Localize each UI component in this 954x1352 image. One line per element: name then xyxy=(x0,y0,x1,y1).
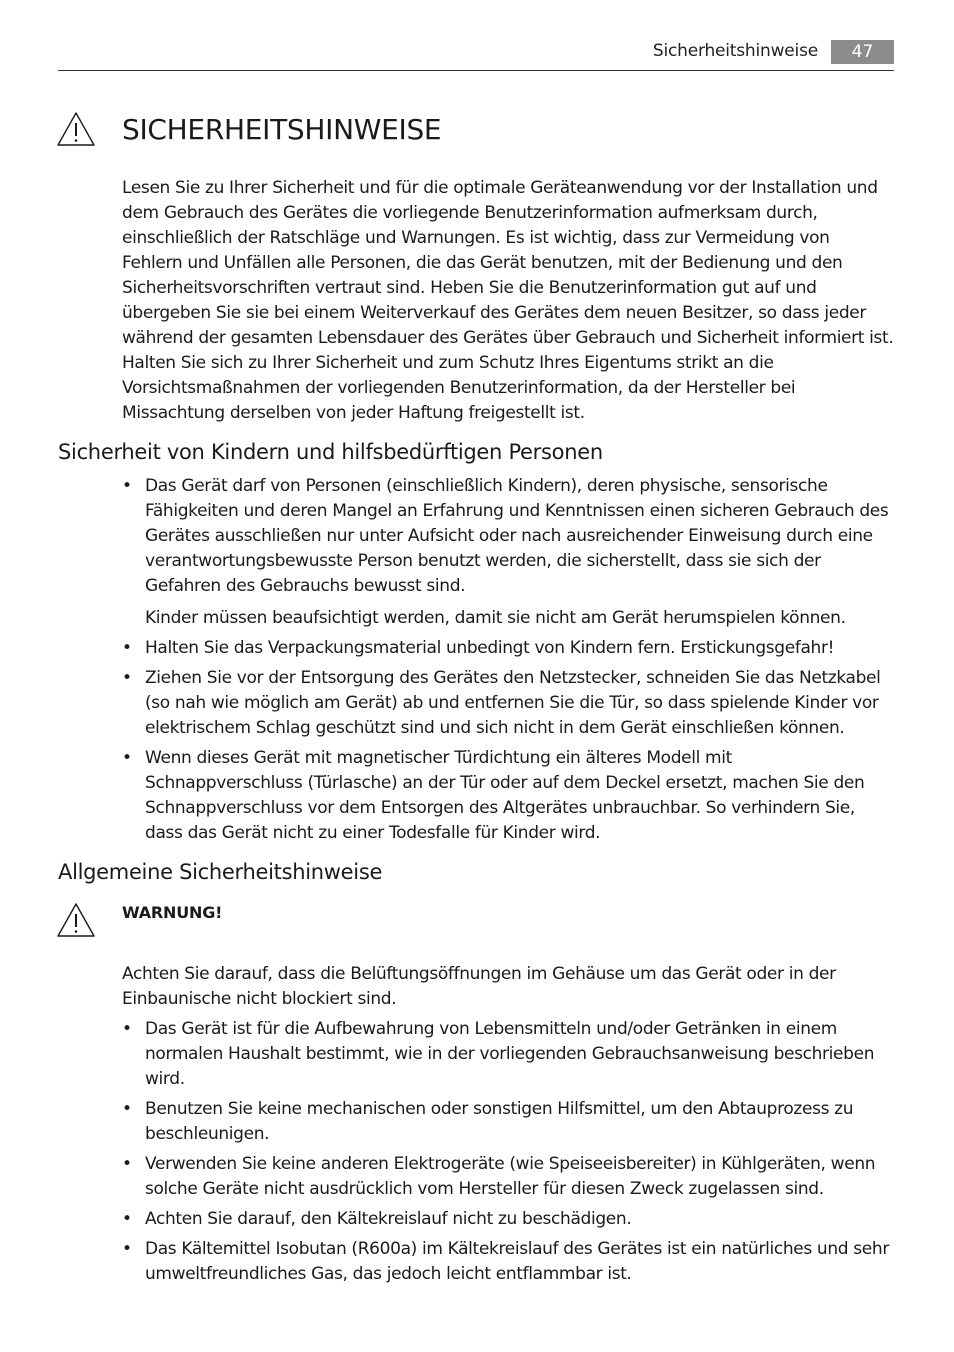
children-safety-list-cont xyxy=(122,666,894,741)
list-item-text: • Ziehen Sie vor der Entsorgung des Gerätes den Netzstecker, schneiden Sie das Netzkabel (so nah wie möglich am Gerät) ab und entfernen Sie die Tür, so dass spielende Kinder vor elektrischem Schlag geschützt sind und sich nicht in dem Gerät einschließen können. xyxy=(145,668,881,738)
list-item xyxy=(122,746,894,846)
list-item xyxy=(122,636,894,661)
list-item-text: • Verwenden Sie keine anderen Elektrogeräte (wie Speiseeisbereiter) in Kühlgeräten, wenn solche Geräte nicht ausdrücklich vom Hersteller für diesen Zweck zugelassen sind. xyxy=(145,1154,876,1199)
header-section-title: Sicherheitshinweise xyxy=(652,41,818,61)
intro-text xyxy=(122,176,894,426)
warning-triangle-icon xyxy=(56,111,96,147)
list-item xyxy=(122,1207,894,1232)
general-safety-list-cont xyxy=(122,1207,894,1232)
list-item-text: • Benutzen Sie keine mechanischen oder sonstigen Hilfsmittel, um den Abtauprozess zu beschleunigen. xyxy=(145,1099,854,1144)
list-item-note: Kinder müssen beaufsichtigt werden, damit sie nicht am Gerät herumspielen können. xyxy=(145,608,846,628)
general-safety-list xyxy=(122,1017,894,1092)
list-item-text: • Achten Sie darauf, den Kältekreislauf nicht zu beschädigen. xyxy=(145,1209,632,1229)
general-safety-list-cont xyxy=(122,1237,894,1287)
section-heading-general: Allgemeine Sicherheitshinweise xyxy=(58,860,383,884)
list-item xyxy=(122,1017,894,1092)
warning-paragraph: Achten Sie darauf, dass die Belüftungsöffnungen im Gehäuse um das Gerät oder in der Einbaunische nicht blockiert sind. xyxy=(122,964,836,1009)
list-item xyxy=(122,666,894,741)
page-number: 47 xyxy=(831,40,894,64)
header-divider xyxy=(58,70,894,71)
list-item xyxy=(122,1097,894,1147)
warning-triangle-icon xyxy=(56,902,96,938)
list-item xyxy=(122,474,894,631)
list-item-text: • Halten Sie das Verpackungsmaterial unbedingt von Kindern fern. Erstickungsgefahr! xyxy=(145,638,835,658)
children-safety-list-cont xyxy=(122,746,894,846)
intro-paragraph-2: Halten Sie sich zu Ihrer Sicherheit und zum Schutz Ihres Eigentums strikt an die Vorsichtsmaßnahmen der vorliegenden Benutzerinformation, da der Hersteller bei Missachtung derselben von jeder Haftung freigestellt ist. xyxy=(122,353,796,423)
general-safety-list-cont xyxy=(122,1152,894,1202)
list-item-text: • Das Gerät darf von Personen (einschließlich Kindern), deren physische, sensorische Fähigkeiten und deren Mangel an Erfahrung und Kenntnissen einen sicheren Gebrauch des Gerätes ausschließen nur unter Aufsicht oder nach ausreichender Einweisung durch eine verantwortungsbewusste Person benutzt werden, die sicherstellt, dass sie sich der Gefahren des Gebrauchs bewusst sind. xyxy=(145,476,889,596)
list-item-text: • Das Gerät ist für die Aufbewahrung von Lebensmitteln und/oder Getränken in einem normalen Haushalt bestimmt, wie in der vorliegenden Gebrauchsanweisung beschrieben wird. xyxy=(145,1019,875,1089)
children-safety-list-cont xyxy=(122,636,894,661)
list-item-text: • Wenn dieses Gerät mit magnetischer Türdichtung ein älteres Modell mit Schnappverschluss (Türlasche) an der Tür oder auf dem Deckel ersetzt, machen Sie den Schnappverschluss vor dem Entsorgen des Altgerätes unbrauchbar. So verhindern Sie, dass das Gerät nicht zu einer Todesfalle für Kinder wird. xyxy=(145,748,865,843)
general-safety-list-cont xyxy=(122,1097,894,1147)
list-item xyxy=(122,1152,894,1202)
children-safety-list xyxy=(122,474,894,631)
intro-paragraph-1: Lesen Sie zu Ihrer Sicherheit und für die optimale Geräteanwendung vor der Installation und dem Gebrauch des Gerätes die vorliegende Benutzerinformation aufmerksam durch, einschließlich der Ratschläge und Warnungen. Es ist wichtig, dass zur Vermeidung von Fehlern und Unfällen alle Personen, die das Gerät benutzen, mit der Bedienung und den Sicherheitsvorschriften vertraut sind. Heben Sie die Benutzerinformation gut auf und übergeben Sie sie bei einem Weiterverkauf des Gerätes dem neuen Besitzer, so dass jeder während der gesamten Lebensdauer des Gerätes über Gebrauch und Sicherheit informiert ist. xyxy=(122,178,894,348)
warning-text xyxy=(122,962,894,1012)
list-item-text: • Das Kältemittel Isobutan (R600a) im Kältekreislauf des Gerätes ist ein natürliches und sehr umweltfreundliches Gas, das jedoch leicht entflammbar ist. xyxy=(145,1239,889,1284)
list-item xyxy=(122,1237,894,1287)
section-heading-children: Sicherheit von Kindern und hilfsbedürftigen Personen xyxy=(58,440,603,464)
page-title: SICHERHEITSHINWEISE xyxy=(122,113,442,146)
warning-label: WARNUNG! xyxy=(122,903,223,922)
